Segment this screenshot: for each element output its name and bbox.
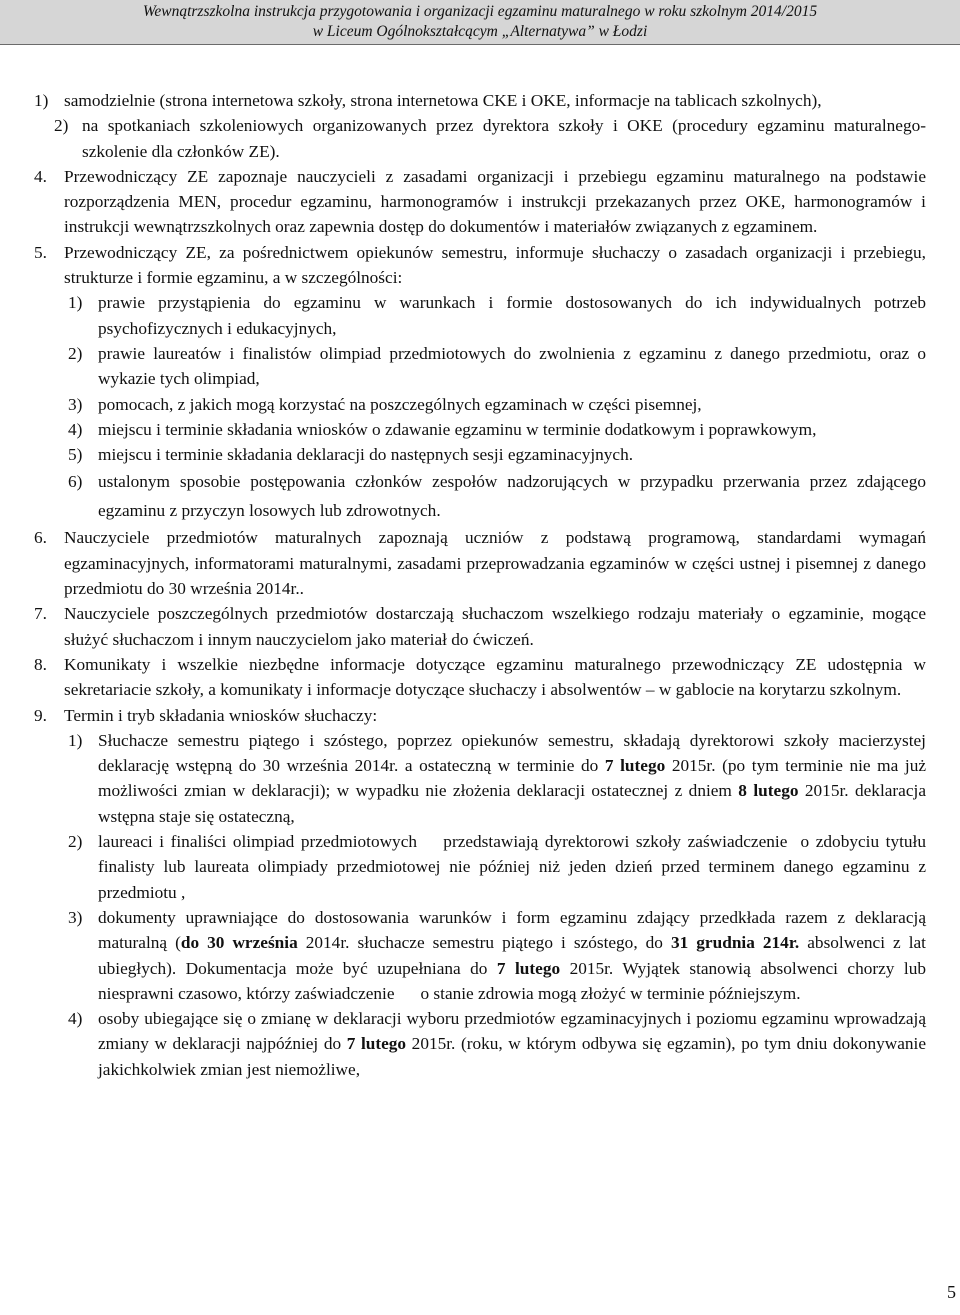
sub-item-number: 1) — [68, 293, 83, 313]
sub-item-number: 3) — [68, 394, 83, 414]
list-item-7 — [34, 601, 926, 652]
sub-item — [34, 829, 931, 905]
sub-item — [34, 467, 926, 525]
sub-item-text — [98, 1006, 926, 1082]
bold-date: 31 grudnia 214r. — [670, 933, 800, 953]
item-number: 1) — [34, 91, 49, 110]
text-run: 2015r. (po tym terminie nie ma już możliwości zmian w deklaracji); w wypadku nie złożenia deklaracji ostatecznej z dniem — [98, 756, 927, 801]
item-text: samodzielnie (strona internetowa szkoły, strona internetowa CKE i OKE, informacje na tablicach szkolnych), — [64, 91, 822, 110]
sub-item-number: 4) — [68, 1009, 83, 1029]
bold-date: 7 lutego — [346, 1034, 407, 1054]
sub-item-number: 4) — [68, 419, 83, 439]
item-text: na spotkaniach szkoleniowych organizowanych przez dyrektora szkoły i OKE (procedury egzaminu maturalnego- szkolenie dla członków ZE). — [82, 116, 926, 161]
item-text: Termin i tryb składania wniosków słuchaczy: — [64, 705, 378, 725]
bold-date: 8 lutego — [738, 781, 799, 801]
sub-item-text — [98, 728, 926, 829]
list-item-8 — [34, 652, 926, 703]
item-number: 2) — [54, 116, 69, 136]
bold-date: 7 lutego — [604, 756, 666, 776]
sub-item — [34, 341, 926, 392]
sub-item-number: 2) — [68, 343, 83, 363]
sub-item-number: 2) — [68, 832, 83, 852]
sub-item-number: 3) — [68, 907, 83, 927]
item-number: 4. — [34, 166, 47, 186]
list-item-6 — [34, 525, 926, 601]
document-body — [34, 88, 931, 1082]
list-item-5 — [34, 240, 926, 291]
text-run: absolwenci z lat ubiegłych). Dokumentacja może być uzupełniana do — [98, 933, 926, 978]
sub-item-number: 6) — [68, 472, 83, 492]
item-number: 5. — [34, 242, 47, 262]
header-divider — [0, 44, 960, 45]
item-number: 8. — [34, 654, 47, 674]
item-text: Nauczyciele poszczególnych przedmiotów dostarczają słuchaczom wszelkiego rodzaju materiały o egzaminie, mogące służyć słuchaczom i innym nauczycielom jako materiał do ćwiczeń. — [64, 604, 926, 649]
text-run: Słuchacze semestru piątego i szóstego, poprzez opiekunów semestru, składają dyrektorowi szkoły macierzystej deklarację wstępną do 30 września 2014r. a ostateczną w terminie do — [98, 730, 926, 776]
bold-date: do 30 września — [180, 933, 298, 953]
item-text: Nauczyciele przedmiotów maturalnych zapoznają uczniów z podstawą programową, standardami wymagań egzaminacyjnych, informatorami maturalnymi, zasadami przeprowadzania egzaminów w części ustnej i pisemnej z danego przedmiotu do 30 września 2014r.. — [64, 528, 926, 599]
list-item — [34, 88, 926, 113]
sub-item-text: prawie laureatów i finalistów olimpiad przedmiotowych do zwolnienia z egzaminu z danego przedmiotu, oraz o wykazie tych olimpiad, — [98, 343, 926, 389]
item-text: Przewodniczący ZE, za pośrednictwem opiekunów semestru, informuje słuchaczy o zasadach organizacji i przebiegu, strukturze i formie egzaminu, a w szczególności: — [64, 242, 926, 288]
sub-item — [34, 728, 926, 829]
bold-date: 7 lutego — [496, 958, 561, 978]
sub-item-text — [98, 905, 931, 1006]
text-run: dokumenty uprawniające do dostosowania warunków i form egzaminu zdający przedkłada razem z deklaracją maturalną ( — [98, 907, 926, 953]
sub-item-text: miejscu i terminie składania deklaracji do następnych sesji egzaminacyjnych. — [98, 445, 634, 465]
text-run: 2014r. słuchacze semestru piątego i szóstego, do — [297, 933, 671, 953]
sub-item — [34, 290, 926, 341]
page-number: 5 — [947, 1282, 956, 1302]
text-run: 2015r. (roku, w którym odbywa się egzamin), po tym dniu dokonywanie jakichkolwiek zmian jest niemożliwe, — [98, 1034, 926, 1079]
item-text: Komunikaty i wszelkie niezbędne informacje dotyczące egzaminu maturalnego przewodniczący ZE udostępnia w sekretariacie szkoły, a komunikaty i informacje dotyczące słuchaczy i absolwentów – w gablocie na korytarzu szkolnym. — [64, 654, 926, 700]
sub-item-text: laureaci i finaliści olimpiad przedmiotowych przedstawiają dyrektorowi szkoły zaświadczenie o zdobyciu tytułu finalisty lub laureata olimpiady przedmiotowej nie później niż jeden dzień przed terminem danego egzaminu z przedmiotu , — [98, 832, 931, 902]
item-number: 9. — [34, 705, 47, 725]
header-line-2: w Liceum Ogólnokształcącym „Alternatywa” w Łodzi — [312, 23, 648, 40]
header-line-1: Wewnątrzszkolna instrukcja przygotowania i organizacji egzaminu maturalnego w roku szkolnym 2014/2015 — [142, 3, 818, 20]
sub-item — [34, 1006, 926, 1082]
sub-item — [34, 417, 926, 442]
item-text: Przewodniczący ZE zapoznaje nauczycieli z zasadami organizacji i przebiegu egzaminu maturalnego na podstawie rozporządzenia MEN, procedur egzaminu, harmonogramów i instrukcji przekazanych przez OKE, harmonogramów i instrukcji wewnątrzszkolnych oraz zapewnia dostęp do dokumentów i materiałów związanych z egzaminem. — [64, 166, 926, 237]
sub-item — [34, 442, 926, 467]
list-item-9 — [34, 703, 926, 728]
text-run: osoby ubiegające się o zmianę w deklaracji wyboru przedmiotów egzaminacyjnych i poziomu egzaminu wprowadzają zmiany w deklaracji najpóźniej do — [98, 1009, 926, 1054]
text-run: 2015r. deklaracja wstępna staje się ostateczną, — [98, 781, 926, 826]
sub-item-text: prawie przystąpienia do egzaminu w warunkach i formie dostosowanych do ich indywidualnych potrzeb psychofizycznych i edukacyjnych, — [98, 293, 926, 338]
sub-item — [34, 905, 931, 1006]
sub-item-text: miejscu i terminie składania wniosków o zdawanie egzaminu w terminie dodatkowym i poprawkowym, — [98, 419, 817, 439]
sub-item — [34, 392, 926, 417]
sub-item-number: 5) — [68, 445, 83, 465]
list-item — [34, 113, 926, 164]
sub-item-text: pomocach, z jakich mogą korzystać na poszczególnych egzaminach w części pisemnej, — [98, 394, 702, 414]
list-item-4 — [34, 164, 926, 240]
sub-item-text: ustalonym sposobie postępowania członków zespołów nadzorujących w przypadku przerwania przez zdającego egzaminu z przyczyn losowych lub zdrowotnych. — [98, 472, 926, 521]
item-number: 6. — [34, 528, 47, 548]
item-number: 7. — [34, 604, 47, 624]
sub-item-number: 1) — [68, 730, 83, 750]
page-header — [0, 0, 960, 44]
text-run: 2015r. Wyjątek stanowią absolwenci chorzy lub niesprawni czasowo, którzy zaświadczenie o stanie zdrowia mogą złożyć w terminie późniejszym. — [98, 958, 931, 1003]
